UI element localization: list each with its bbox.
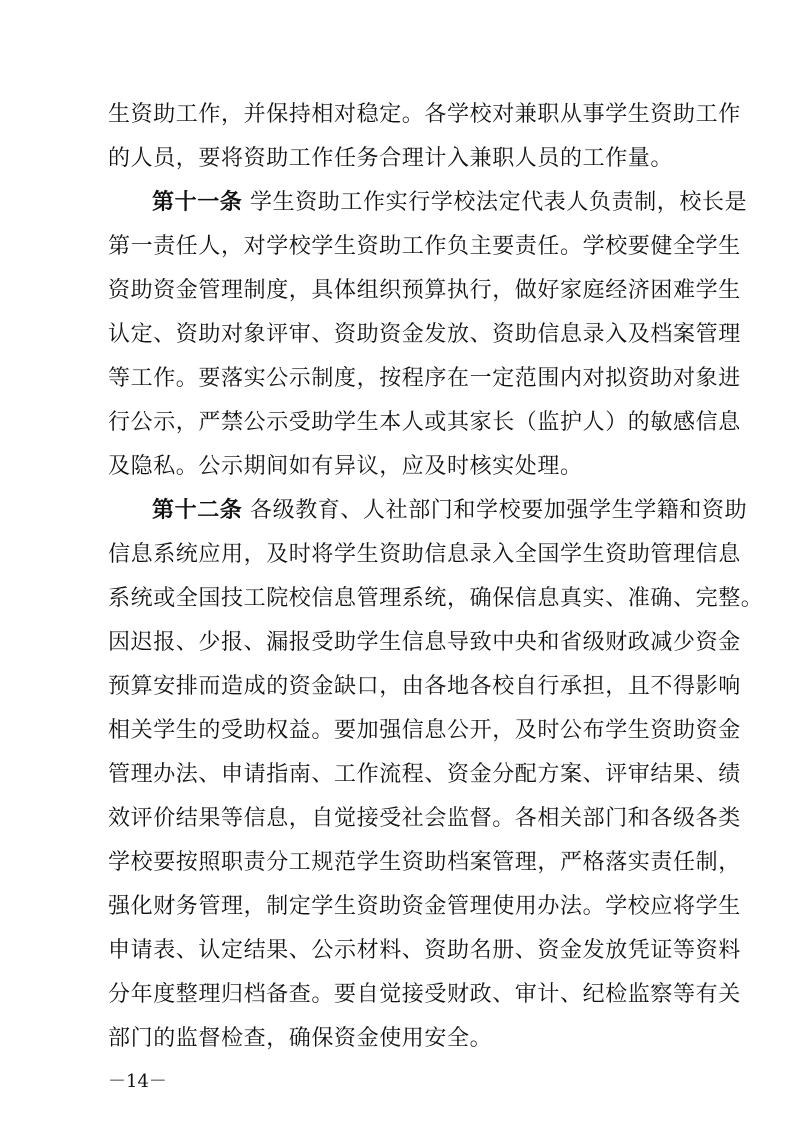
text-line: 资助资金管理制度，具体组织预算执行，做好家庭经济困难学生	[108, 278, 741, 303]
text-line: 效评价结果等信息，自觉接受社会监督。各相关部门和各级各类	[108, 806, 741, 831]
text-line: 管理办法、申请指南、工作流程、资金分配方案、评审结果、绩	[108, 762, 741, 787]
text-line: 生资助工作，并保持相对稳定。各学校对兼职从事学生资助工作	[108, 102, 741, 127]
text-line: 相关学生的受助权益。要加强信息公开，及时公布学生资助资金	[108, 718, 741, 743]
text-line: 申请表、认定结果、公示材料、资助名册、资金发放凭证等资料	[108, 938, 741, 963]
text-line: 的人员，要将资助工作任务合理计入兼职人员的工作量。	[108, 146, 674, 171]
text-line: 学校要按照职责分工规范学生资助档案管理，严格落实责任制，	[108, 850, 741, 875]
text-line: 强化财务管理，制定学生资助资金管理使用办法。学校应将学生	[108, 894, 741, 919]
text-line: 系统或全国技工院校信息管理系统，确保信息真实、准确、完整。	[108, 586, 764, 611]
text-line: 行公示，严禁公示受助学生本人或其家长（监护人）的敏感信息	[108, 410, 741, 435]
text-line: 分年度整理归档备查。要自觉接受财政、审计、纪检监察等有关	[108, 982, 741, 1007]
text-line: 信息系统应用，及时将学生资助信息录入全国学生资助管理信息	[108, 542, 741, 567]
text-line: 预算安排而造成的资金缺口，由各地各校自行承担，且不得影响	[108, 674, 741, 699]
text-line: 及隐私。公示期间如有异议，应及时核实处理。	[108, 454, 583, 479]
article-heading: 第十二条	[152, 498, 243, 523]
text-line: 第一责任人，对学校学生资助工作负主要责任。学校要健全学生	[108, 234, 741, 259]
article-heading: 第十一条	[152, 190, 243, 215]
text-line: 因迟报、少报、漏报受助学生信息导致中央和省级财政减少资金	[108, 630, 741, 655]
text-line: 认定、资助对象评审、资助资金发放、资助信息录入及档案管理	[108, 322, 741, 347]
text-line: 部门的监督检查，确保资金使用安全。	[108, 1026, 493, 1051]
page-number: －14－	[108, 1071, 167, 1092]
article-12-line: 第十二条 各级教育、人社部门和学校要加强学生学籍和资助	[152, 498, 748, 523]
text-line: 等工作。要落实公示制度，按程序在一定范围内对拟资助对象进	[108, 366, 741, 391]
article-11-line: 第十一条 学生资助工作实行学校法定代表人负责制，校长是	[152, 190, 748, 215]
